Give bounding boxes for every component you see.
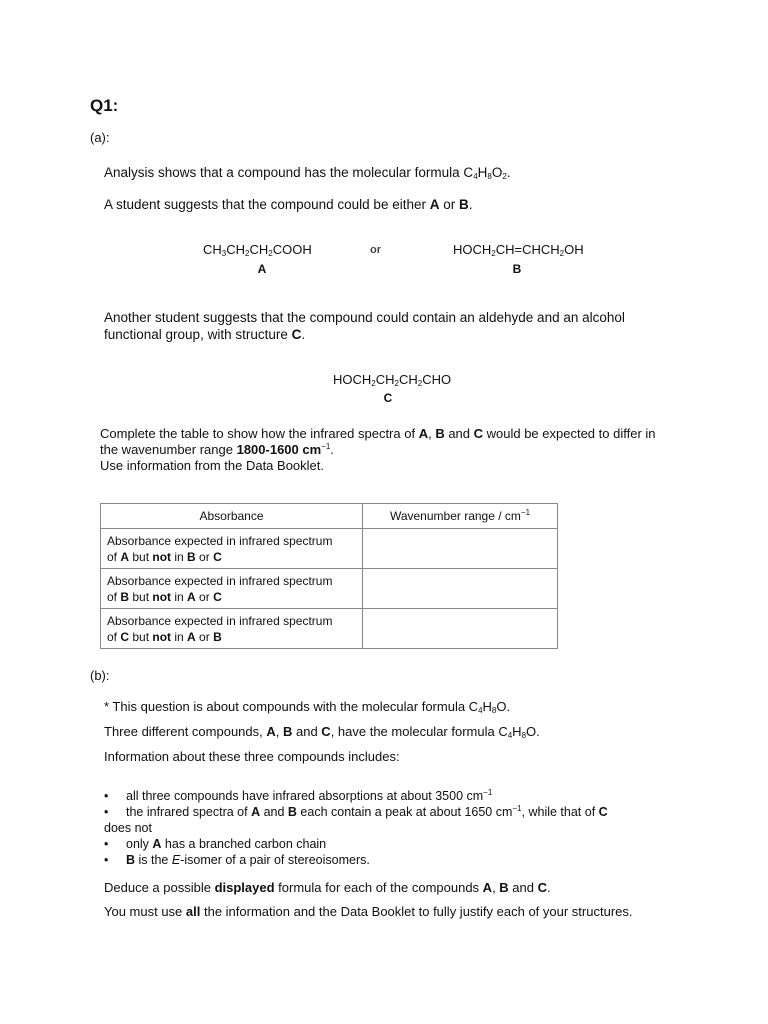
three-compounds-text: Three different compounds, A, B and C, have the molecular formula $C_4H_8O$. <box>104 724 540 740</box>
list-item: • the infrared spectra of A and B each contain a peak at about 1650 $cm^{-1}$, while that of C does not <box>104 804 608 835</box>
must-use-text: You must use all the information and the Data Booklet to fully justify each of your structures. <box>104 904 633 919</box>
question-title: Q1: <box>90 96 119 115</box>
structure-b-formula: $HOCH_2CH=CHCH_2OH$ <box>453 242 584 258</box>
table-row <box>101 569 558 609</box>
star-line-text: * This question is about compounds with the molecular formula $C_4H_8O$. <box>104 699 511 715</box>
row-c-description: Absorbance expected in infrared spectrum of C but not in A or B <box>101 609 363 649</box>
list-item: • all three compounds have infrared absorptions at about 3500 $cm^{-1}$ <box>104 788 493 803</box>
ir-absorbance-table <box>100 503 558 649</box>
list-item: • B is the E-isomer of a pair of stereoisomers. <box>104 853 370 867</box>
row-c-wavenumber-cell[interactable] <box>363 609 558 649</box>
structure-b-label: B <box>512 262 522 276</box>
header-wavenumber: Wavenumber range / $cm^{-1}$ <box>363 504 558 529</box>
suggest-text: A student suggests that the compound could be either A or B. <box>104 197 473 212</box>
row-a-wavenumber-cell[interactable] <box>363 529 558 569</box>
part-b-label: (b): <box>90 668 110 683</box>
list-item: • only A has a branched carbon chain <box>104 837 327 851</box>
row-a-description: Absorbance expected in infrared spectrum of A but not in B or C <box>101 529 363 569</box>
or-text: or <box>370 244 381 256</box>
structure-a-label: A <box>257 262 267 276</box>
table-row <box>101 609 558 649</box>
structure-c-label: C <box>383 391 393 405</box>
deduce-text: Deduce a possible displayed formula for each of the compounds A, B and C. <box>104 880 551 895</box>
complete-table-instruction: Complete the table to show how the infrared spectra of A, B and C would be expected to differ in the wavenumber range 1800-1600 $cm^{-1}$. Use information from the Data Booklet. <box>100 426 656 473</box>
intro-text: Analysis shows that a compound has the molecular formula $C_4H_8O_2$. <box>104 165 511 181</box>
header-absorbance: Absorbance <box>101 504 363 529</box>
table-header-row <box>101 504 558 529</box>
info-text: Information about these three compounds includes: <box>104 749 400 764</box>
info-bullets <box>104 788 664 868</box>
another-student-text: Another student suggests that the compound could contain an aldehyde and an alcohol functional group, with structure C. <box>104 310 625 342</box>
row-b-wavenumber-cell[interactable] <box>363 569 558 609</box>
table-row <box>101 529 558 569</box>
structure-a-formula: $CH_3CH_2CH_2COOH$ <box>203 242 312 258</box>
structure-c-formula: $HOCH_2CH_2CH_2CHO$ <box>333 372 452 388</box>
part-a-label: (a): <box>90 130 110 145</box>
row-b-description: Absorbance expected in infrared spectrum of B but not in A or C <box>101 569 363 609</box>
